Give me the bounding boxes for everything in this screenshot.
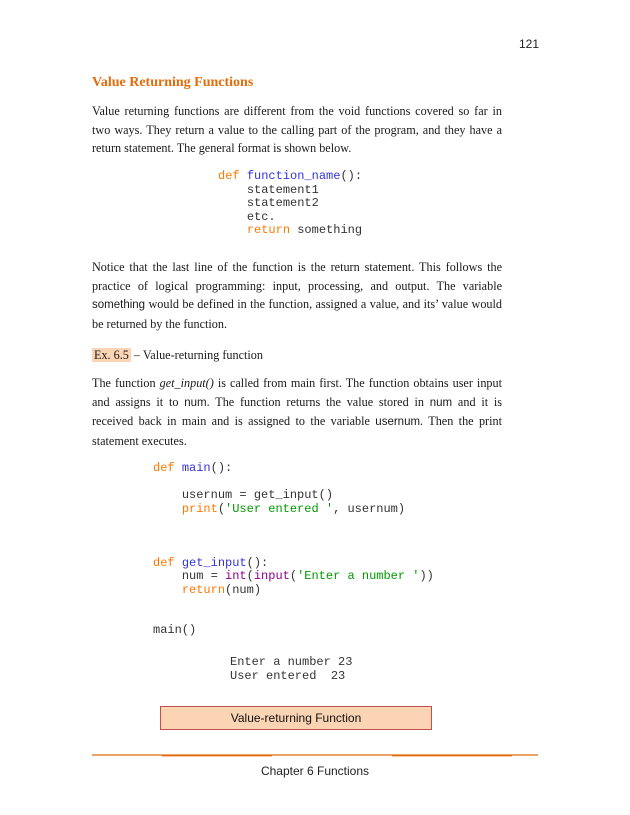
code-text: statement2 (246, 196, 319, 210)
code-text: )) (419, 569, 434, 583)
example-label (92, 346, 263, 364)
code-text: , usernum) (333, 501, 406, 516)
notice-text: Notice that the last line of the function is the return statement. This follows the practice of logical programming: input, processing, and output. The variable (92, 260, 502, 293)
code-keyword: def (153, 555, 175, 570)
code-text: usernum = get_input() (181, 488, 334, 502)
code-keyword: return (181, 582, 226, 597)
code-text: (): (340, 169, 363, 183)
code-text: main() (153, 623, 197, 637)
explanation-text: The function (92, 376, 160, 390)
code-function-name: get_input (181, 555, 247, 570)
intro-paragraph: Value returning functions are different from the void functions covered so far in two ways. They return a value to the calling part of the program, and they have a return statement. The general format is shown below. (92, 104, 502, 155)
code-function-name: function_name (246, 169, 341, 183)
figure-caption: Value-returning Function (160, 706, 432, 730)
code-text: ( (217, 501, 226, 516)
code-text: something (297, 223, 363, 237)
code-builtin: input (253, 569, 290, 583)
explanation-text: and it is received back in main and is assigned to the variable (92, 394, 503, 428)
code-builtin: int (225, 569, 247, 583)
section-heading: Value Returning Functions (92, 75, 254, 90)
example-program-code (153, 462, 434, 638)
program-output (230, 656, 352, 683)
code-string: 'User entered ' (225, 501, 334, 516)
explanation-text: is called from main first. The function obtains user input and assigns it to (92, 376, 502, 409)
code-function-name: main (181, 461, 211, 475)
code-keyword: return (246, 223, 291, 237)
variable-name: num (429, 396, 453, 409)
footer-chapter: Chapter 6 Functions (260, 764, 370, 778)
page-number: 121 (518, 37, 539, 51)
code-builtin: print (181, 501, 218, 516)
output-line: Enter a number 23 (230, 655, 353, 669)
variable-name: something (92, 299, 146, 311)
explanation-text: . Then the print statement executes. (92, 414, 502, 448)
code-text: ( (289, 569, 298, 583)
variable-name: num (184, 396, 207, 409)
code-text: (): (210, 461, 233, 475)
code-keyword: def (153, 461, 175, 475)
code-text: ( (246, 569, 254, 583)
notice-paragraph (92, 258, 502, 333)
code-text: (): (246, 555, 269, 570)
example-tag: Ex. 6.5 (94, 348, 129, 362)
explanation-text: . The function returns the value stored in (206, 394, 430, 409)
code-text: statement1 (246, 182, 319, 197)
explanation-paragraph (92, 374, 502, 450)
notice-text: would be defined in the function, assigned a value, and its’ value would be returned by the function. (92, 297, 502, 331)
variable-name: usernum (375, 416, 421, 428)
function-name-italic: get_input() (159, 376, 214, 390)
code-keyword: def (218, 169, 240, 183)
code-string: 'Enter a number ' (297, 569, 420, 583)
example-title: – Value-returning function (130, 348, 263, 362)
code-text: num = (181, 569, 226, 583)
code-text: (num) (225, 582, 262, 597)
code-text: etc. (246, 209, 276, 224)
output-line: User entered 23 (230, 668, 346, 683)
general-format-code (218, 170, 362, 238)
footer-rule (92, 753, 538, 757)
